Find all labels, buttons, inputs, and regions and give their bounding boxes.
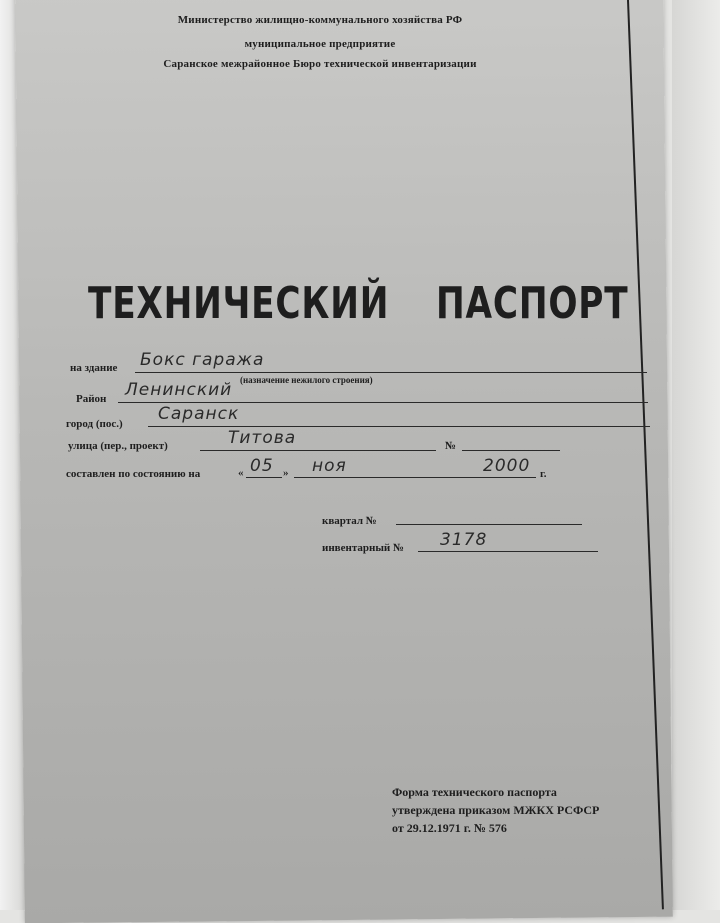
- number-rule: [462, 450, 560, 451]
- city-rule: [148, 426, 650, 427]
- title-word-passport: ПАСПОРТ: [436, 278, 629, 329]
- city-value: Саранск: [158, 404, 240, 424]
- date-label: составлен по состоянию на: [66, 468, 201, 480]
- inventory-rule: [418, 551, 598, 552]
- header-enterprise: муниципальное предприятие: [244, 38, 396, 50]
- date-open-quote: «: [238, 467, 244, 479]
- building-rule: [135, 372, 647, 373]
- building-hint: (назначение нежилого строения): [240, 375, 373, 385]
- header-ministry: Министерство жилищно-коммунального хозяйства РФ: [177, 14, 463, 26]
- header-bureau: Саранское межрайонное Бюро технической инвентаризации: [163, 58, 477, 70]
- date-month: ноя: [312, 456, 347, 476]
- inventory-label: инвентарный №: [322, 542, 405, 554]
- inventory-value: 3178: [440, 530, 488, 550]
- street-rule: [200, 450, 436, 451]
- street-value: Титова: [228, 428, 297, 448]
- footer-line-1: Форма технического паспорта: [392, 785, 557, 799]
- date-year: 2000: [483, 456, 531, 476]
- street-label: улица (пер., проект): [68, 440, 168, 452]
- footer-line-2: утверждена приказом МЖКХ РСФСР: [392, 803, 600, 817]
- date-month-rule: [294, 477, 480, 478]
- district-rule: [118, 402, 648, 403]
- title-word-technical: ТЕХНИЧЕСКИЙ: [88, 278, 390, 329]
- date-close-quote: »: [283, 467, 289, 479]
- background-right-strip: [672, 0, 720, 910]
- district-label: Район: [76, 393, 107, 405]
- quarter-rule: [396, 524, 582, 525]
- document-title: [88, 278, 675, 329]
- footer-line-3: от 29.12.1971 г. № 576: [392, 821, 507, 835]
- district-value: Ленинский: [125, 380, 233, 400]
- quarter-label: квартал №: [322, 515, 377, 527]
- date-day: 05: [250, 456, 274, 476]
- date-year-rule: [480, 477, 536, 478]
- city-label: город (пос.): [66, 418, 123, 430]
- date-day-rule: [246, 477, 282, 478]
- building-label: на здание: [70, 362, 118, 374]
- number-label: №: [445, 440, 457, 452]
- building-value: Бокс гаража: [140, 350, 265, 370]
- date-suffix: г.: [540, 468, 547, 480]
